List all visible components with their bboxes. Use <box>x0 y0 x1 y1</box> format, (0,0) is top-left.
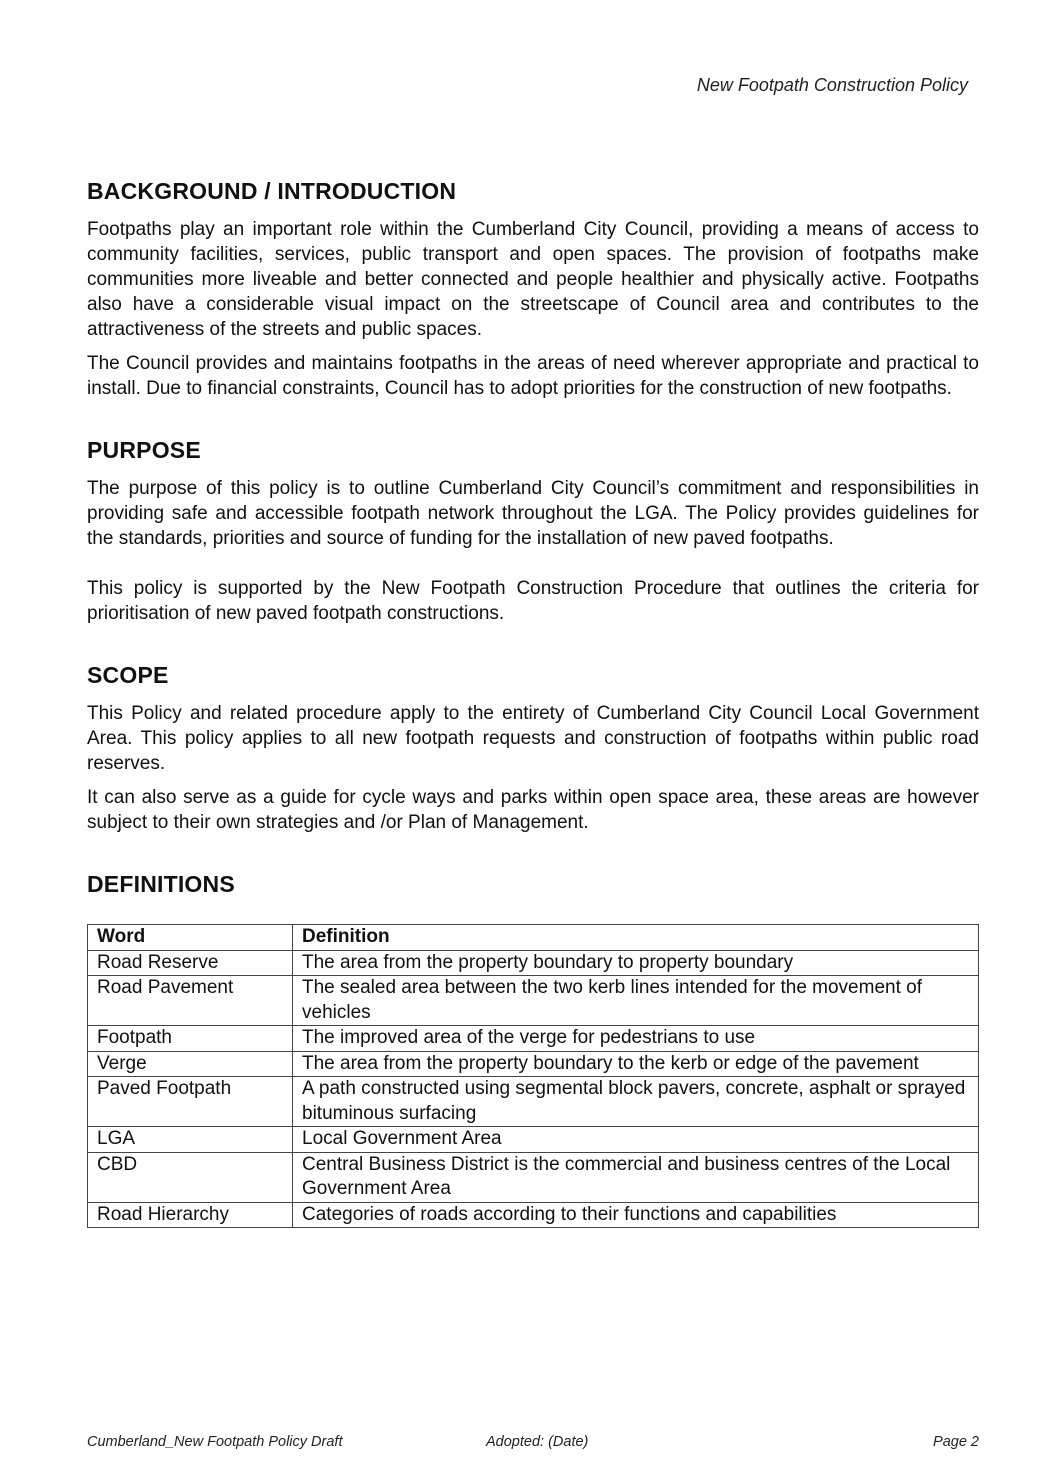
definition-cell: The sealed area between the two kerb lines intended for the movement of vehicles <box>293 976 979 1026</box>
page-content <box>87 178 979 1228</box>
footer-page-number: Page 2 <box>933 1434 979 1450</box>
term-cell: Footpath <box>88 1026 293 1052</box>
definition-cell: A path constructed using segmental block pavers, concrete, asphalt or sprayed bituminous surfacing <box>293 1077 979 1127</box>
running-header: New Footpath Construction Policy <box>696 75 968 95</box>
definition-cell: The area from the property boundary to the kerb or edge of the pavement <box>293 1051 979 1077</box>
term-cell: Paved Footpath <box>88 1077 293 1127</box>
column-header-definition: Definition <box>293 925 979 951</box>
definitions-heading: DEFINITIONS <box>87 871 235 897</box>
purpose-heading: PURPOSE <box>87 437 201 463</box>
table-row <box>88 1077 979 1127</box>
scope-paragraph-1: This Policy and related procedure apply to the entirety of Cumberland City Council Local Government Area. This policy applies to all new footpath requests and construction of footpaths within public road reserves. <box>87 703 979 774</box>
footer-document-name: Cumberland_New Footpath Policy Draft <box>87 1434 343 1450</box>
table-row <box>88 1127 979 1153</box>
term-cell: LGA <box>88 1127 293 1153</box>
scope-paragraph-2: It can also serve as a guide for cycle ways and parks within open space area, these areas are however subject to their own strategies and /or Plan of Management. <box>87 787 979 833</box>
definition-cell: The improved area of the verge for pedestrians to use <box>293 1026 979 1052</box>
definition-cell: Local Government Area <box>293 1127 979 1153</box>
page-footer <box>87 1434 979 1454</box>
background-paragraph-2: The Council provides and maintains footpaths in the areas of need wherever appropriate and practical to install. Due to financial constraints, Council has to adopt priorities for the construction of new footpaths. <box>87 353 979 399</box>
term-cell: CBD <box>88 1152 293 1202</box>
column-header-word: Word <box>88 925 293 951</box>
purpose-paragraph-2: This policy is supported by the New Footpath Construction Procedure that outlines the criteria for prioritisation of new paved footpath constructions. <box>87 578 979 624</box>
table-row <box>88 1152 979 1202</box>
table-header-row <box>88 925 979 951</box>
footer-adopted-date: Adopted: (Date) <box>486 1434 589 1450</box>
definition-cell: The area from the property boundary to property boundary <box>293 950 979 976</box>
definitions-table <box>87 924 979 1228</box>
term-cell: Road Reserve <box>88 950 293 976</box>
term-cell: Road Hierarchy <box>88 1202 293 1228</box>
term-cell: Road Pavement <box>88 976 293 1026</box>
background-paragraph-1: Footpaths play an important role within the Cumberland City Council, providing a means of access to community facilities, services, public transport and open spaces. The provision of footpaths make communities more liveable and better connected and people healthier and physically active. Footpaths also have a considerable visual impact on the streetscape of Council area and contributes to the attractiveness of the streets and public spaces. <box>87 219 979 340</box>
purpose-paragraph-1: The purpose of this policy is to outline Cumberland City Council’s commitment and responsibilities in providing safe and accessible footpath network throughout the LGA. The Policy provides guidelines for the standards, priorities and source of funding for the installation of new paved footpaths. <box>87 478 979 549</box>
table-row <box>88 976 979 1026</box>
table-row <box>88 950 979 976</box>
definition-cell: Central Business District is the commercial and business centres of the Local Government Area <box>293 1152 979 1202</box>
term-cell: Verge <box>88 1051 293 1077</box>
scope-heading: SCOPE <box>87 662 169 688</box>
definition-cell: Categories of roads according to their functions and capabilities <box>293 1202 979 1228</box>
table-row <box>88 1026 979 1052</box>
table-row <box>88 1051 979 1077</box>
table-row <box>88 1202 979 1228</box>
background-heading: BACKGROUND / INTRODUCTION <box>87 178 457 204</box>
